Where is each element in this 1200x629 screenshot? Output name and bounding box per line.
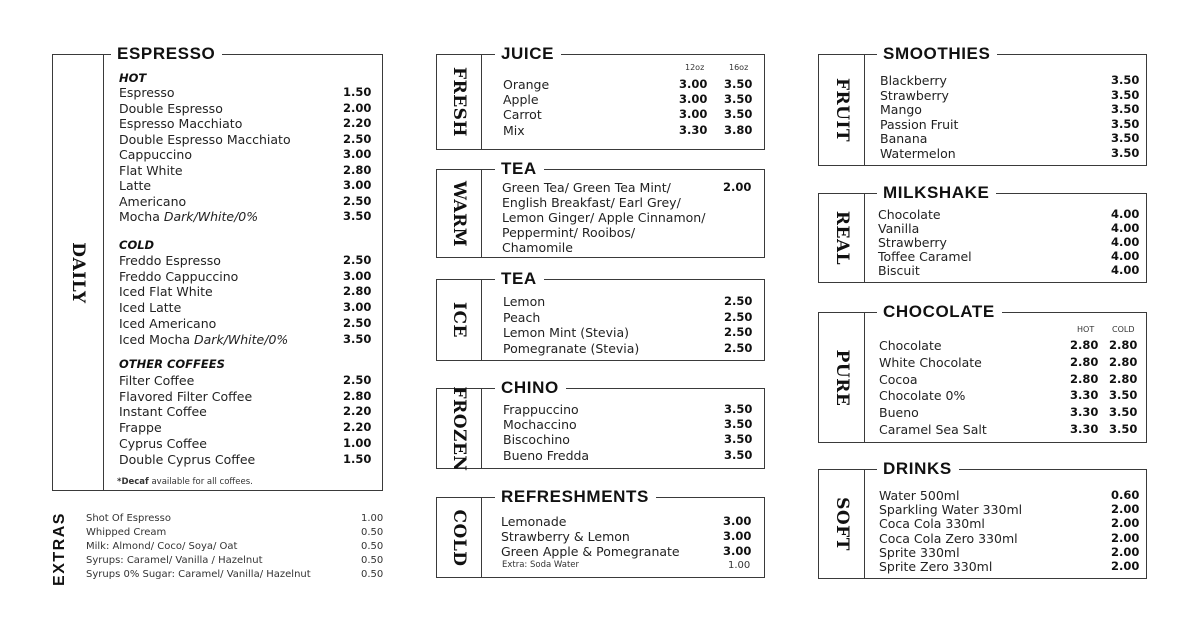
side-label-cold: COLD	[449, 508, 469, 567]
menu-item-price: 3.50	[724, 417, 753, 432]
menu-item-price: 3.50	[724, 432, 753, 447]
section-title-tea-ice: TEA	[495, 268, 544, 290]
menu-item-price: 2.50	[724, 309, 753, 324]
menu-item-price: 2.50	[724, 325, 753, 339]
menu-item-name: Mochaccino	[503, 417, 577, 433]
menu-item-name: Espresso Macchiato	[119, 116, 243, 131]
menu-item-name: Cappuccino	[119, 147, 192, 162]
menu-item-name: Biscuit	[878, 263, 920, 278]
menu-item-name: White Chocolate	[879, 354, 982, 370]
juice-side-band	[437, 55, 482, 149]
menu-item-name: Water 500ml	[879, 488, 960, 503]
menu-item-name: Strawberry	[878, 235, 947, 250]
subheading-hot: HOT	[119, 71, 147, 85]
extra-soda-water: Extra: Soda Water	[502, 560, 580, 570]
section-title-drinks: DRINKS	[877, 458, 959, 480]
menu-item-name: Latte	[119, 178, 152, 193]
menu-item-name: Cocoa	[879, 371, 918, 387]
menu-item-price: 2.00	[343, 100, 372, 115]
menu-item-price: 2.50	[343, 253, 372, 267]
menu-item-price: 3.00	[679, 77, 708, 91]
menu-item-price: 3.50	[1111, 116, 1140, 131]
side-label-daily: DAILY	[68, 241, 88, 304]
menu-item-name: Banana	[880, 131, 928, 146]
chocolate-col-cold: COLD	[1112, 325, 1135, 334]
menu-item-price: 3.00	[723, 529, 752, 543]
menu-item-price: 3.00	[723, 514, 752, 528]
side-label-pure: PURE	[831, 349, 852, 406]
menu-item-variant: Dark/White/0%	[159, 209, 259, 224]
menu-item-name: Bueno Fredda	[503, 447, 590, 463]
decaf-note	[117, 477, 253, 488]
menu-item-name: Strawberry & Lemon	[501, 529, 630, 544]
side-label-soft: SOFT	[831, 497, 852, 551]
menu-item-name: Mocha Dark/White/0%	[119, 209, 259, 224]
menu-item-name: Americano	[119, 193, 187, 209]
section-title-chocolate: CHOCOLATE	[877, 301, 1002, 323]
menu-item-price: 3.50	[1111, 145, 1140, 160]
extras-item-price: 0.50	[361, 555, 384, 566]
tea-warm-side-band	[437, 170, 482, 257]
menu-item-name: Chocolate	[879, 338, 942, 353]
menu-item-name: Blackberry	[880, 73, 947, 88]
menu-item-price: 0.60	[1111, 488, 1140, 502]
menu-item-name: Chocolate	[878, 207, 941, 222]
menu-item-name: Lemon	[503, 294, 546, 309]
menu-item-name: Instant Coffee	[119, 404, 207, 420]
menu-item-price: 3.50	[343, 209, 372, 223]
menu-item-name: Lemon Mint (Stevia)	[503, 325, 630, 340]
menu-item-name: Coca Cola Zero 330ml	[879, 530, 1018, 546]
side-label-warm: WARM	[449, 180, 469, 247]
menu-item-price: 2.20	[343, 420, 372, 435]
milkshake-section	[818, 183, 1147, 283]
menu-item-name: Sprite Zero 330ml	[879, 559, 993, 574]
menu-item-price: 1.50	[343, 451, 372, 466]
menu-item-price: 2.80	[1070, 338, 1099, 352]
extras-item-name: Milk: Almond/ Coco/ Soya/ Oat	[86, 541, 238, 552]
chocolate-section	[818, 302, 1147, 443]
side-label-ice: ICE	[449, 302, 469, 338]
menu-item-price: 3.50	[1109, 422, 1138, 436]
menu-item-price: 3.50	[1111, 73, 1140, 87]
menu-item-price: 4.00	[1111, 263, 1140, 277]
menu-item-name: Green Apple & Pomegranate	[501, 544, 680, 559]
espresso-side-band	[53, 55, 104, 490]
menu-item-price: 3.00	[679, 92, 708, 107]
subheading-cold: COLD	[119, 238, 155, 252]
tea-variety-line: Lemon Ginger/ Apple Cinnamon/	[502, 210, 706, 225]
menu-item-name: Sprite 330ml	[879, 544, 960, 560]
tea-variety-line: English Breakfast/ Earl Grey/	[502, 195, 681, 210]
menu-item-price: 3.50	[1111, 87, 1140, 102]
menu-item-price: 4.00	[1111, 221, 1140, 235]
menu-item-price: 3.50	[724, 447, 753, 462]
menu-item-price: 4.00	[1111, 249, 1140, 263]
extras-item-price: 0.50	[361, 527, 384, 538]
extra-soda-water-price: 1.00	[728, 560, 751, 571]
menu-item-price: 1.50	[343, 85, 372, 99]
menu-item-name: Bueno	[879, 405, 919, 421]
refreshments-section	[436, 487, 765, 578]
menu-item-price: 2.80	[1109, 354, 1138, 369]
menu-item-price: 3.00	[343, 147, 372, 161]
side-label-real: REAL	[831, 210, 852, 266]
extras-item-price: 0.50	[361, 569, 384, 580]
menu-item-name: Double Cyprus Coffee	[119, 451, 256, 467]
decaf-note-text: available for all coffees.	[148, 477, 253, 487]
section-title-milkshake: MILKSHAKE	[877, 182, 996, 204]
menu-item-price: 2.00	[1111, 559, 1140, 573]
menu-item-name: Double Espresso Macchiato	[119, 131, 291, 147]
menu-item-price: 3.50	[724, 107, 753, 122]
menu-item-price: 3.30	[1070, 405, 1099, 420]
tea-variety-line: Peppermint/ Rooibos/	[502, 225, 636, 240]
menu-item-name: Espresso	[119, 85, 175, 100]
menu-item-name: Iced Flat White	[119, 284, 213, 300]
extras-item-name: Shot Of Espresso	[86, 513, 171, 524]
extras-item-price: 0.50	[361, 541, 384, 552]
menu-item-name: Peach	[503, 309, 541, 325]
menu-item-price: 2.00	[1111, 544, 1140, 559]
menu-item-name: Lemonade	[501, 514, 567, 529]
menu-item-price: 2.50	[343, 315, 372, 330]
menu-item-price: 2.50	[343, 373, 372, 387]
menu-item-price: 4.00	[1111, 235, 1140, 249]
menu-item-name: Sparkling Water 330ml	[879, 502, 1023, 518]
menu-item-name: Flavored Filter Coffee	[119, 388, 253, 404]
menu-item-name: Iced Americano	[119, 315, 217, 331]
menu-item-name: Filter Coffee	[119, 373, 195, 388]
menu-item-name: Freddo Cappuccino	[119, 268, 239, 284]
menu-item-name: Watermelon	[880, 145, 956, 161]
smoothies-side-band	[819, 55, 865, 165]
menu-item-name: Strawberry	[880, 87, 949, 103]
menu-item-price: 2.80	[343, 284, 372, 299]
menu-item-price: 3.50	[724, 77, 753, 91]
menu-item-price: 3.00	[343, 268, 372, 283]
menu-item-name: Mix	[503, 122, 525, 138]
menu-item-price: 3.30	[679, 122, 708, 137]
menu-item-price: 2.80	[1109, 338, 1138, 352]
section-title-juice: JUICE	[495, 43, 561, 65]
section-title-refreshments: REFRESHMENTS	[495, 486, 656, 508]
menu-item-name: Frappuccino	[503, 402, 579, 417]
extras-item-name: Syrups 0% Sugar: Caramel/ Vanilla/ Hazelnut	[86, 569, 311, 580]
tea-ice-section	[436, 269, 765, 361]
section-title-chino: CHINO	[495, 377, 566, 399]
side-label-fruit: FRUIT	[831, 77, 852, 143]
extras-item-name: Whipped Cream	[86, 527, 167, 538]
menu-item-name: Freddo Espresso	[119, 253, 221, 268]
drinks-section	[818, 459, 1147, 579]
menu-item-price: 3.50	[343, 331, 372, 346]
menu-item-price: 2.80	[343, 388, 372, 403]
menu-item-name: Flat White	[119, 162, 183, 178]
menu-item-name: Caramel Sea Salt	[879, 422, 987, 437]
milkshake-side-band	[819, 194, 865, 282]
menu-item-name: Mango	[880, 102, 922, 117]
menu-item-name: Iced Latte	[119, 300, 182, 316]
tea-ice-side-band	[437, 280, 482, 360]
side-label-frozen: FROZEN	[449, 386, 469, 471]
menu-item-price: 3.80	[724, 122, 753, 137]
menu-item-price: 3.00	[679, 107, 708, 122]
chocolate-col-hot: HOT	[1077, 325, 1095, 334]
tea-variety-line: Green Tea/ Green Tea Mint/	[502, 180, 671, 195]
menu-item-price: 2.80	[1070, 354, 1099, 369]
side-label-fresh: FRESH	[449, 67, 469, 137]
juice-section	[436, 44, 765, 150]
menu-item-name: Chocolate 0%	[879, 388, 966, 404]
section-title-espresso: ESPRESSO	[111, 43, 222, 65]
menu-item-price: 2.00	[1111, 516, 1140, 531]
menu-item-price: 2.50	[724, 294, 753, 308]
menu-item-name: Passion Fruit	[880, 116, 959, 132]
menu-item-price: 2.80	[343, 162, 372, 177]
menu-item-name: Vanilla	[878, 221, 920, 236]
espresso-section	[52, 44, 383, 491]
menu-item-price: 3.30	[1070, 422, 1099, 436]
extras-item-price: 1.00	[361, 513, 384, 524]
menu-item-price: 3.50	[1109, 388, 1138, 403]
menu-item-price: 3.50	[1109, 405, 1138, 420]
menu-item-price: 3.50	[724, 92, 753, 107]
menu-item-name: Orange	[503, 77, 550, 92]
tea-warm-section	[436, 159, 765, 258]
menu-item-price: 2.20	[343, 116, 372, 130]
menu-item-name: Cyprus Coffee	[119, 435, 207, 451]
menu-item-price: 2.80	[1070, 371, 1099, 386]
juice-size-12oz: 12oz	[685, 63, 705, 72]
menu-item-price: 3.50	[1111, 102, 1140, 116]
menu-item-price: 3.50	[1111, 131, 1140, 145]
juice-size-16oz: 16oz	[729, 63, 749, 72]
refreshments-side-band	[437, 498, 482, 577]
menu-item-name: Frappe	[119, 420, 162, 436]
section-title-tea-warm: TEA	[495, 158, 544, 180]
menu-item-price: 4.00	[1111, 207, 1140, 221]
menu-item-name: Double Espresso	[119, 100, 223, 116]
menu-item-price: 2.20	[343, 404, 372, 419]
drinks-side-band	[819, 470, 865, 578]
menu-item-price: 2.00	[1111, 502, 1140, 517]
menu-item-price: 3.00	[343, 178, 372, 192]
extras-title: EXTRAS	[51, 512, 68, 586]
smoothies-section	[818, 44, 1147, 166]
chino-section	[436, 378, 765, 471]
menu-item-price: 2.00	[1111, 530, 1140, 545]
menu-item-price: 2.80	[1109, 371, 1138, 386]
menu-item-price: 3.00	[723, 544, 752, 558]
menu-item-name: Carrot	[503, 107, 542, 123]
menu-item-price: 3.30	[1070, 388, 1099, 403]
menu-item-variant: Dark/White/0%	[190, 331, 289, 347]
chino-side-band	[437, 386, 482, 471]
menu-item-price: 2.50	[724, 340, 753, 355]
menu-item-price: 2.50	[343, 131, 372, 146]
menu-item-price: 2.50	[343, 193, 372, 208]
menu-item-name: Apple	[503, 92, 539, 108]
section-title-smoothies: SMOOTHIES	[877, 43, 997, 65]
menu-item-price: 3.50	[724, 402, 753, 416]
decaf-note-bold: *Decaf	[117, 477, 149, 487]
menu-item-price: 3.00	[343, 300, 372, 315]
tea-variety-line: Chamomile	[502, 240, 573, 255]
subheading-other-coffees: OTHER COFFEES	[119, 357, 225, 371]
extras-item-name: Syrups: Caramel/ Vanilla / Hazelnut	[86, 555, 263, 566]
menu-item-price: 2.00	[723, 180, 752, 194]
menu-item-name: Pomegranate (Stevia)	[503, 340, 640, 356]
menu-item-name: Biscochino	[503, 432, 570, 448]
chocolate-side-band	[819, 313, 865, 442]
menu-item-name: Iced Mocha Dark/White/0%	[119, 331, 289, 347]
menu-item-price: 1.00	[343, 435, 372, 450]
menu-item-name: Coca Cola 330ml	[879, 516, 985, 532]
menu-item-name: Toffee Caramel	[878, 249, 972, 264]
